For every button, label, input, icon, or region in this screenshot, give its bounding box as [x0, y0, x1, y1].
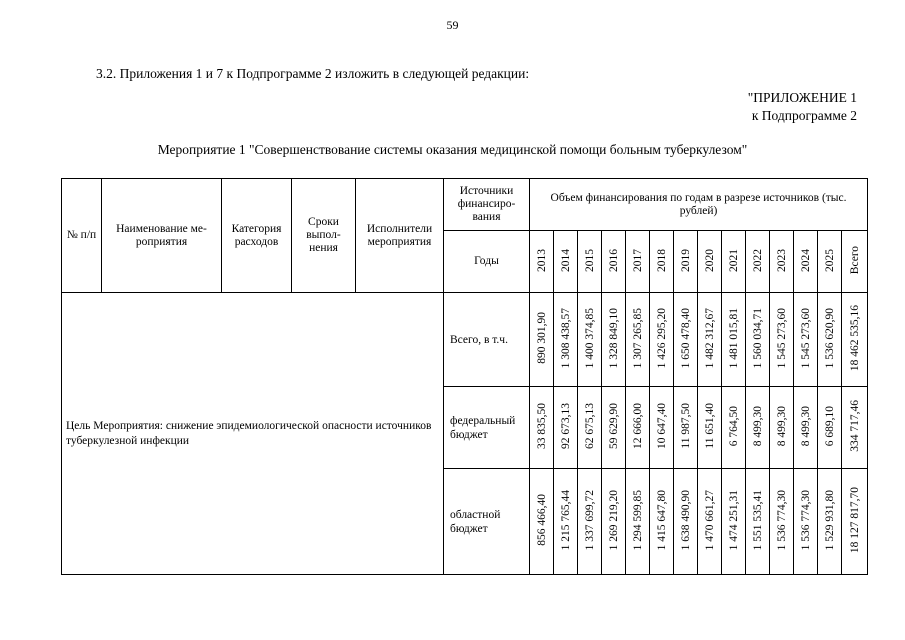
value-cell	[674, 469, 698, 575]
value-text: 1 215 765,44	[559, 489, 572, 551]
value-text: 1 560 034,71	[751, 307, 764, 369]
value-cell	[770, 293, 794, 387]
value-text: 1 269 219,20	[607, 489, 620, 551]
header-year	[626, 231, 650, 293]
value-cell	[842, 293, 868, 387]
header-year	[842, 231, 868, 293]
value-cell	[626, 387, 650, 469]
header-terms: Сроки выпол-нения	[292, 179, 356, 293]
value-cell	[818, 469, 842, 575]
header-year	[698, 231, 722, 293]
value-text: 890 301,90	[535, 312, 548, 364]
value-text: 1 482 312,67	[703, 307, 716, 369]
header-year	[722, 231, 746, 293]
value-cell	[674, 293, 698, 387]
value-cell	[578, 387, 602, 469]
year-label: 2019	[679, 248, 692, 272]
year-label: 2024	[799, 248, 812, 272]
value-cell	[626, 293, 650, 387]
value-cell	[818, 387, 842, 469]
value-text: 1 474 251,31	[727, 489, 740, 551]
value-cell	[722, 387, 746, 469]
value-cell	[626, 469, 650, 575]
value-text: 59 629,90	[607, 403, 620, 449]
value-cell	[554, 469, 578, 575]
value-cell	[722, 293, 746, 387]
value-cell	[746, 387, 770, 469]
header-year	[602, 231, 626, 293]
value-cell	[578, 469, 602, 575]
value-cell	[842, 469, 868, 575]
value-text: 334 717,46	[848, 400, 861, 452]
header-year	[554, 231, 578, 293]
measure-title: Мероприятие 1 "Совершенствование системы оказания медицинской помощи больным туберкулезом"	[157, 142, 748, 157]
header-year	[746, 231, 770, 293]
value-cell	[650, 469, 674, 575]
header-year	[674, 231, 698, 293]
value-cell	[650, 387, 674, 469]
source-total: Всего, в т.ч.	[444, 293, 530, 387]
value-cell	[554, 387, 578, 469]
value-text: 1 481 015,81	[727, 307, 740, 369]
value-text: 1 638 490,90	[679, 489, 692, 551]
source-regional: областной бюджет	[444, 469, 530, 575]
header-year	[650, 231, 674, 293]
year-label: 2020	[703, 248, 716, 272]
value-cell	[698, 469, 722, 575]
value-cell	[794, 469, 818, 575]
header-sources: Источники финансиро-вания	[444, 179, 530, 231]
header-years-label: Годы	[444, 231, 530, 293]
value-cell	[530, 469, 554, 575]
value-text: 6 764,50	[727, 405, 740, 447]
value-text: 1 328 849,10	[607, 307, 620, 369]
header-category: Категория расходов	[222, 179, 292, 293]
value-cell	[674, 387, 698, 469]
source-federal: федеральный бюджет	[444, 387, 530, 469]
value-text: 1 536 774,30	[799, 489, 812, 551]
header-name: Наименование ме-роприятия	[102, 179, 222, 293]
value-text: 1 307 265,85	[631, 307, 644, 369]
funding-table	[61, 178, 868, 575]
value-text: 33 835,50	[535, 403, 548, 449]
appendix-heading	[748, 89, 857, 125]
year-label: 2022	[751, 248, 764, 272]
value-text: 1 536 620,90	[823, 307, 836, 369]
value-text: 1 415 647,80	[655, 489, 668, 551]
value-text: 6 689,10	[823, 405, 836, 447]
value-cell	[530, 293, 554, 387]
header-year	[770, 231, 794, 293]
header-funding: Объем финансирования по годам в разрезе источников (тыс. рублей)	[530, 179, 868, 231]
year-label: 2014	[559, 248, 572, 272]
value-text: 1 337 699,72	[583, 489, 596, 551]
value-cell	[818, 293, 842, 387]
value-cell	[794, 387, 818, 469]
year-label: 2018	[655, 248, 668, 272]
value-cell	[842, 387, 868, 469]
value-cell	[770, 387, 794, 469]
value-text: 11 651,40	[703, 403, 716, 449]
value-text: 62 675,13	[583, 403, 596, 449]
header-year	[794, 231, 818, 293]
value-cell	[602, 387, 626, 469]
value-cell	[530, 387, 554, 469]
value-text: 8 499,30	[799, 405, 812, 447]
value-cell	[746, 469, 770, 575]
year-label: 2023	[775, 248, 788, 272]
appendix-line-1: "ПРИЛОЖЕНИЕ 1	[747, 90, 857, 105]
value-cell	[794, 293, 818, 387]
value-cell	[746, 293, 770, 387]
value-text: 1 294 599,85	[631, 489, 644, 551]
value-text: 1 308 438,57	[559, 307, 572, 369]
value-text: 18 462 535,16	[848, 304, 861, 372]
value-cell	[602, 293, 626, 387]
header-year	[530, 231, 554, 293]
value-cell	[770, 469, 794, 575]
value-text: 1 545 273,60	[775, 307, 788, 369]
value-text: 1 536 774,30	[775, 489, 788, 551]
value-text: 1 650 478,40	[679, 307, 692, 369]
year-label: 2013	[535, 248, 548, 272]
value-text: 92 673,13	[559, 403, 572, 449]
year-label: 2021	[727, 248, 740, 272]
intro-text: 3.2. Приложения 1 и 7 к Подпрограмме 2 изложить в следующей редакции:	[96, 66, 530, 81]
value-text: 10 647,40	[655, 403, 668, 449]
header-num: № п/п	[62, 179, 102, 293]
value-text: 1 551 535,41	[751, 489, 764, 551]
value-cell	[698, 293, 722, 387]
year-label: 2016	[607, 248, 620, 272]
appendix-line-2: к Подпрограмме 2	[751, 108, 857, 123]
year-label: 2025	[823, 248, 836, 272]
value-text: 1 545 273,60	[799, 307, 812, 369]
value-text: 1 400 374,85	[583, 307, 596, 369]
value-cell	[554, 293, 578, 387]
value-text: 8 499,30	[775, 405, 788, 447]
value-text: 1 470 661,27	[703, 489, 716, 551]
goal-cell: Цель Мероприятия: снижение эпидемиологической опасности источников туберкулезной инфекции	[62, 293, 444, 575]
value-cell	[602, 469, 626, 575]
value-cell	[650, 293, 674, 387]
header-executors: Исполнители мероприятия	[356, 179, 444, 293]
year-label: 2017	[631, 248, 644, 272]
value-cell	[722, 469, 746, 575]
year-label: 2015	[583, 248, 596, 272]
value-text: 1 529 931,80	[823, 489, 836, 551]
value-text: 8 499,30	[751, 405, 764, 447]
year-label: Всего	[848, 245, 861, 275]
value-text: 856 466,40	[535, 494, 548, 546]
page-number: 59	[446, 18, 459, 32]
value-text: 18 127 817,70	[848, 486, 861, 554]
value-cell	[578, 293, 602, 387]
value-text: 11 987,50	[679, 403, 692, 449]
value-text: 1 426 295,20	[655, 307, 668, 369]
header-year	[818, 231, 842, 293]
value-cell	[698, 387, 722, 469]
header-year	[578, 231, 602, 293]
value-text: 12 666,00	[631, 403, 644, 449]
